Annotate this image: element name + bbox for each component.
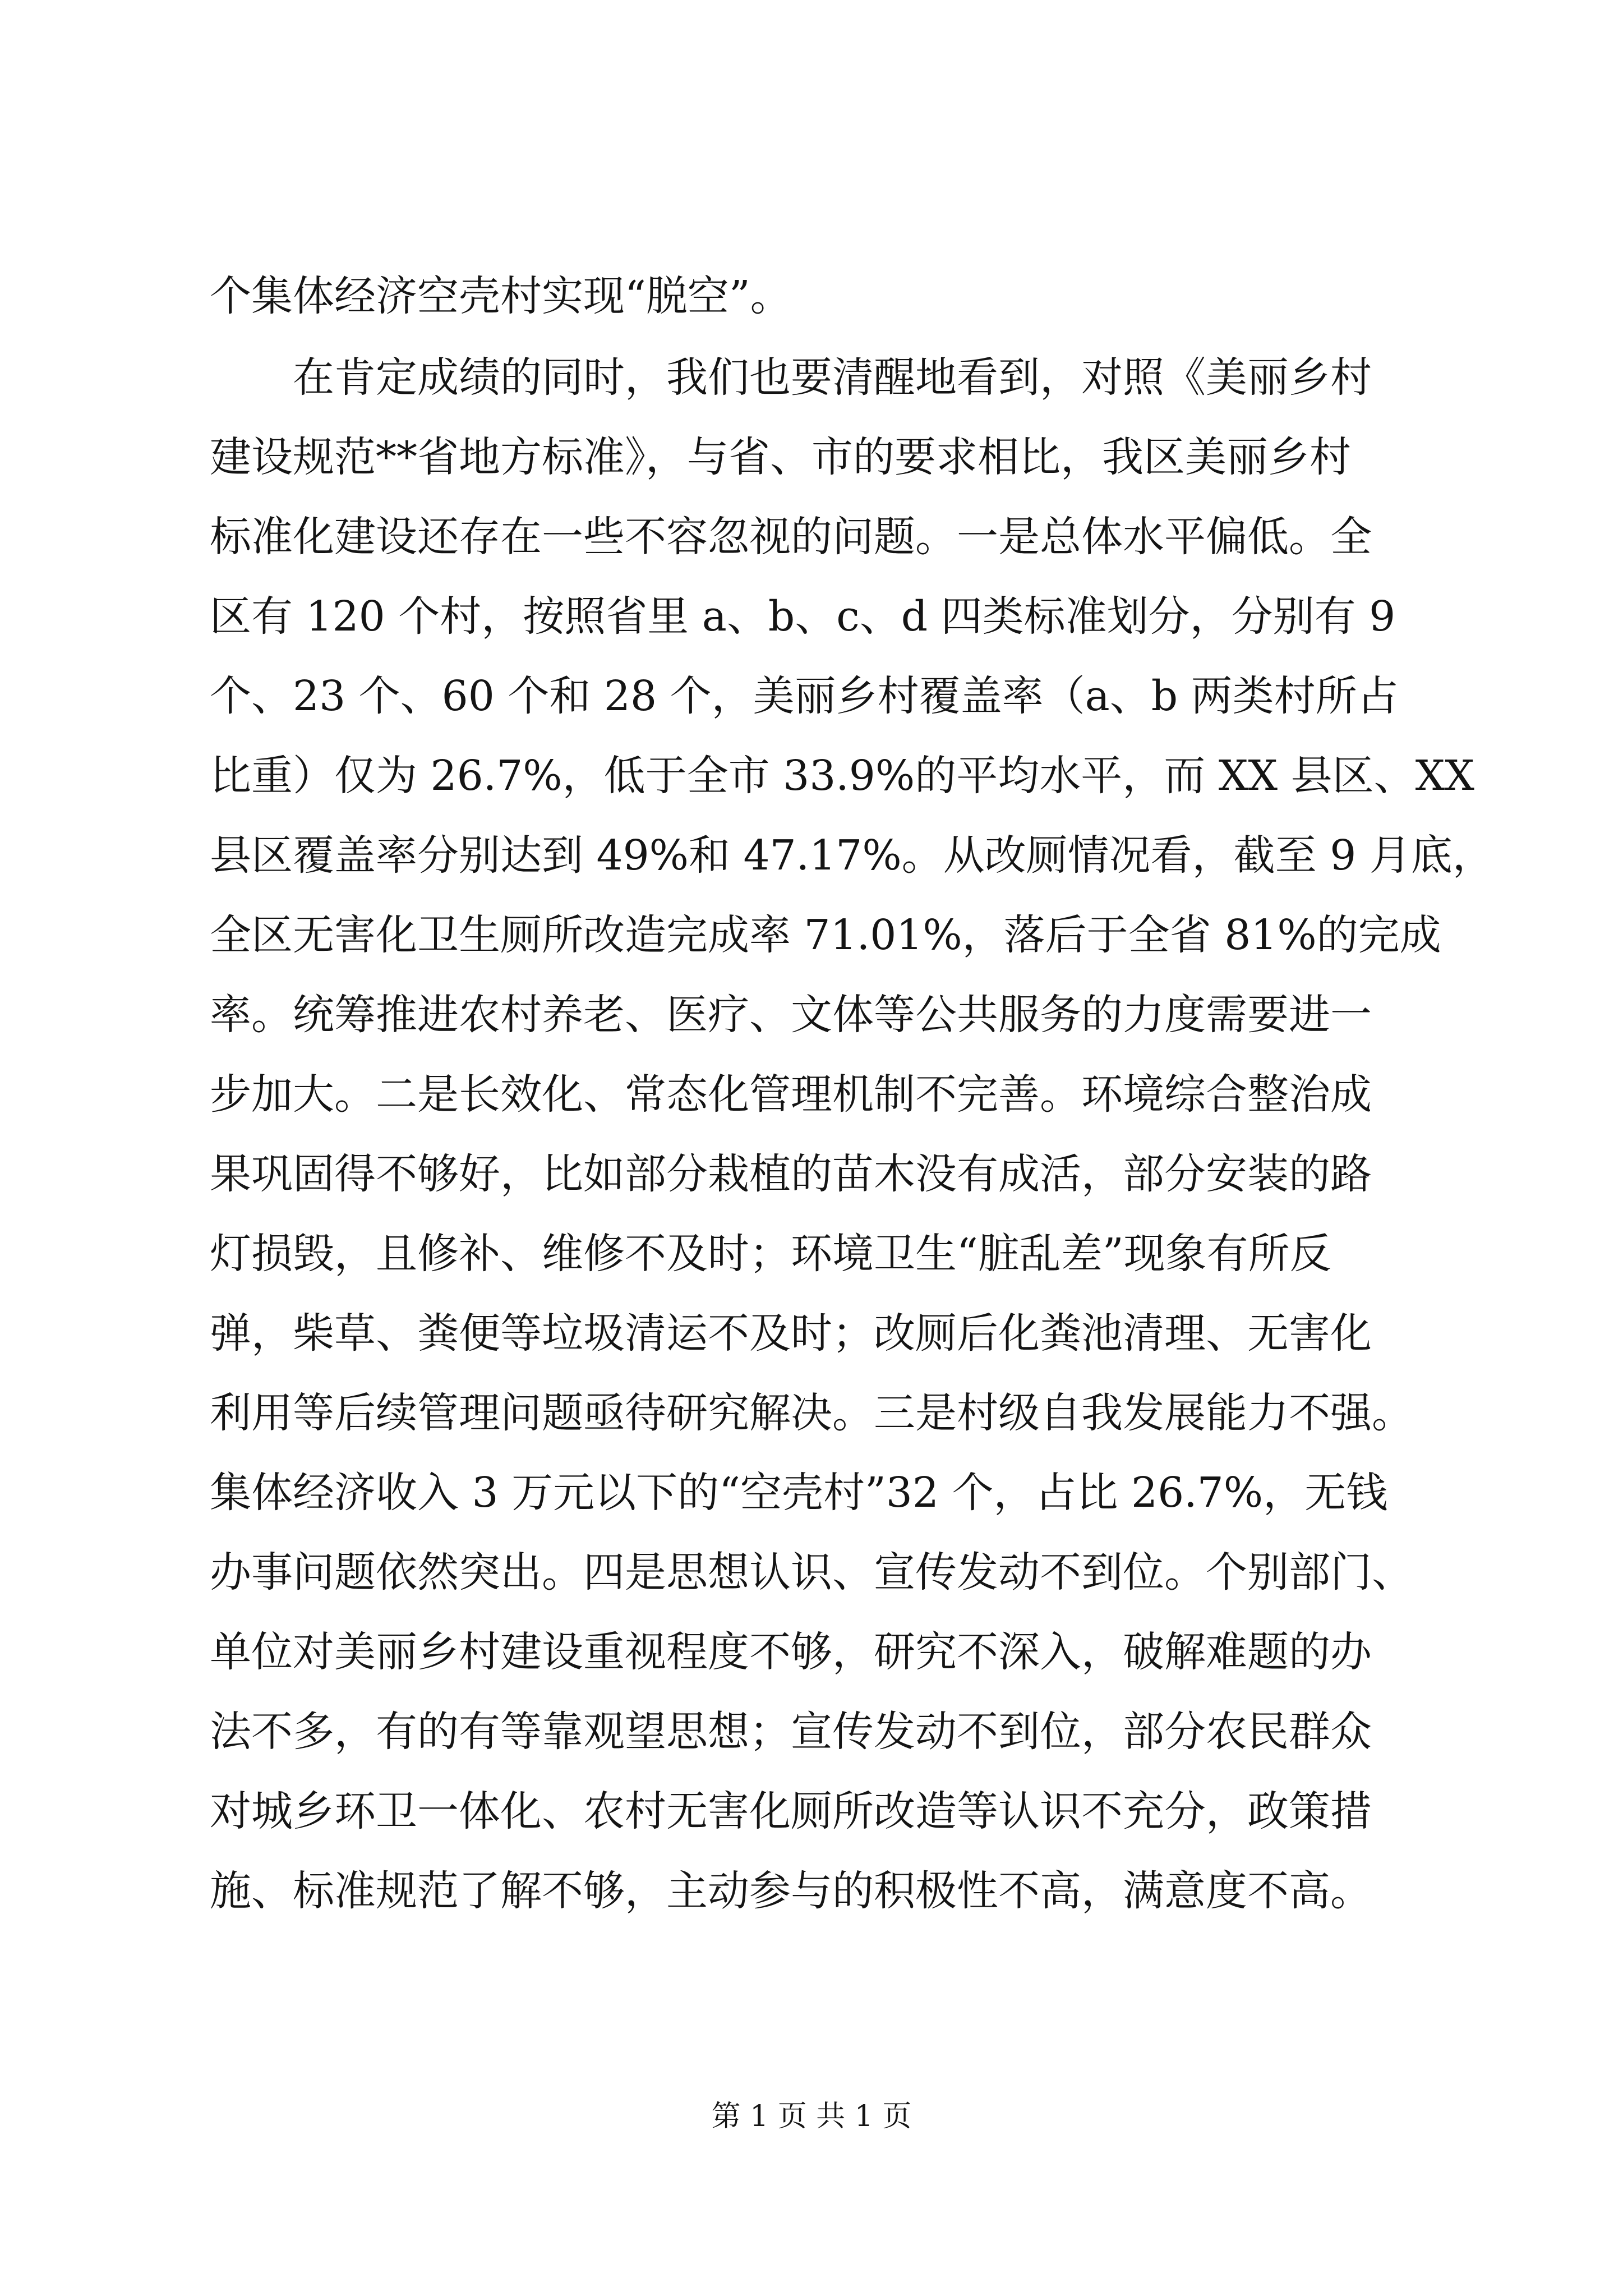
body-text-line: 县区覆盖率分别达到 49%和 47.17%。从改厕情况看，截至 9 月底， bbox=[210, 831, 1494, 880]
body-text-line: 步加大。二是长效化、常态化管理机制不完善。环境综合整治成 bbox=[210, 1070, 1372, 1119]
body-text-line: 区有 120 个村，按照省里 a、b、c、d 四类标准划分，分别有 9 bbox=[210, 592, 1396, 641]
body-text-line: 利用等后续管理问题亟待研究解决。三是村级自我发展能力不强。 bbox=[210, 1389, 1413, 1437]
body-text-line: 率。统筹推进农村养老、医疗、文体等公共服务的力度需要进一 bbox=[210, 991, 1372, 1039]
body-text-line: 果巩固得不够好，比如部分栽植的苗木没有成活，部分安装的路 bbox=[210, 1150, 1372, 1198]
body-text-line: 比重）仅为 26.7%，低于全市 33.9%的平均水平，而 XX 县区、XX bbox=[210, 752, 1474, 800]
body-text-line: 标准化建设还存在一些不容忽视的问题。一是总体水平偏低。全 bbox=[210, 513, 1372, 561]
body-text-line: 集体经济收入 3 万元以下的“空壳村”32 个，占比 26.7%，无钱 bbox=[210, 1469, 1388, 1517]
body-text-line: 对城乡环卫一体化、农村无害化厕所改造等认识不充分，政策措 bbox=[210, 1787, 1372, 1835]
body-text-line: 个集体经济空壳村实现“脱空”。 bbox=[210, 272, 792, 320]
body-text-line: 灯损毁，且修补、维修不及时；环境卫生“脏乱差”现象有所反 bbox=[210, 1230, 1331, 1278]
body-text-line: 在肯定成绩的同时，我们也要清醒地看到，对照《美丽乡村 bbox=[210, 353, 1372, 402]
body-text-line: 弹，柴草、粪便等垃圾清运不及时；改厕后化粪池清理、无害化 bbox=[210, 1309, 1372, 1358]
page-footer: 第 1 页 共 1 页 bbox=[711, 2100, 912, 2133]
body-text-line: 个、23 个、60 个和 28 个，美丽乡村覆盖率（a、b 两类村所占 bbox=[210, 672, 1399, 720]
body-text-line: 建设规范**省地方标准》，与省、市的要求相比，我区美丽乡村 bbox=[210, 433, 1351, 481]
body-text-line: 单位对美丽乡村建设重视程度不够，研究不深入，破解难题的办 bbox=[210, 1628, 1372, 1676]
body-text-line: 办事问题依然突出。四是思想认识、宣传发动不到位。个别部门、 bbox=[210, 1548, 1413, 1596]
body-text-line: 施、标准规范了解不够，主动参与的积极性不高，满意度不高。 bbox=[210, 1867, 1372, 1915]
body-text-line: 全区无害化卫生厕所改造完成率 71.01%，落后于全省 81%的完成 bbox=[210, 911, 1441, 959]
body-text-line: 法不多，有的有等靠观望思想；宣传发动不到位，部分农民群众 bbox=[210, 1708, 1372, 1756]
